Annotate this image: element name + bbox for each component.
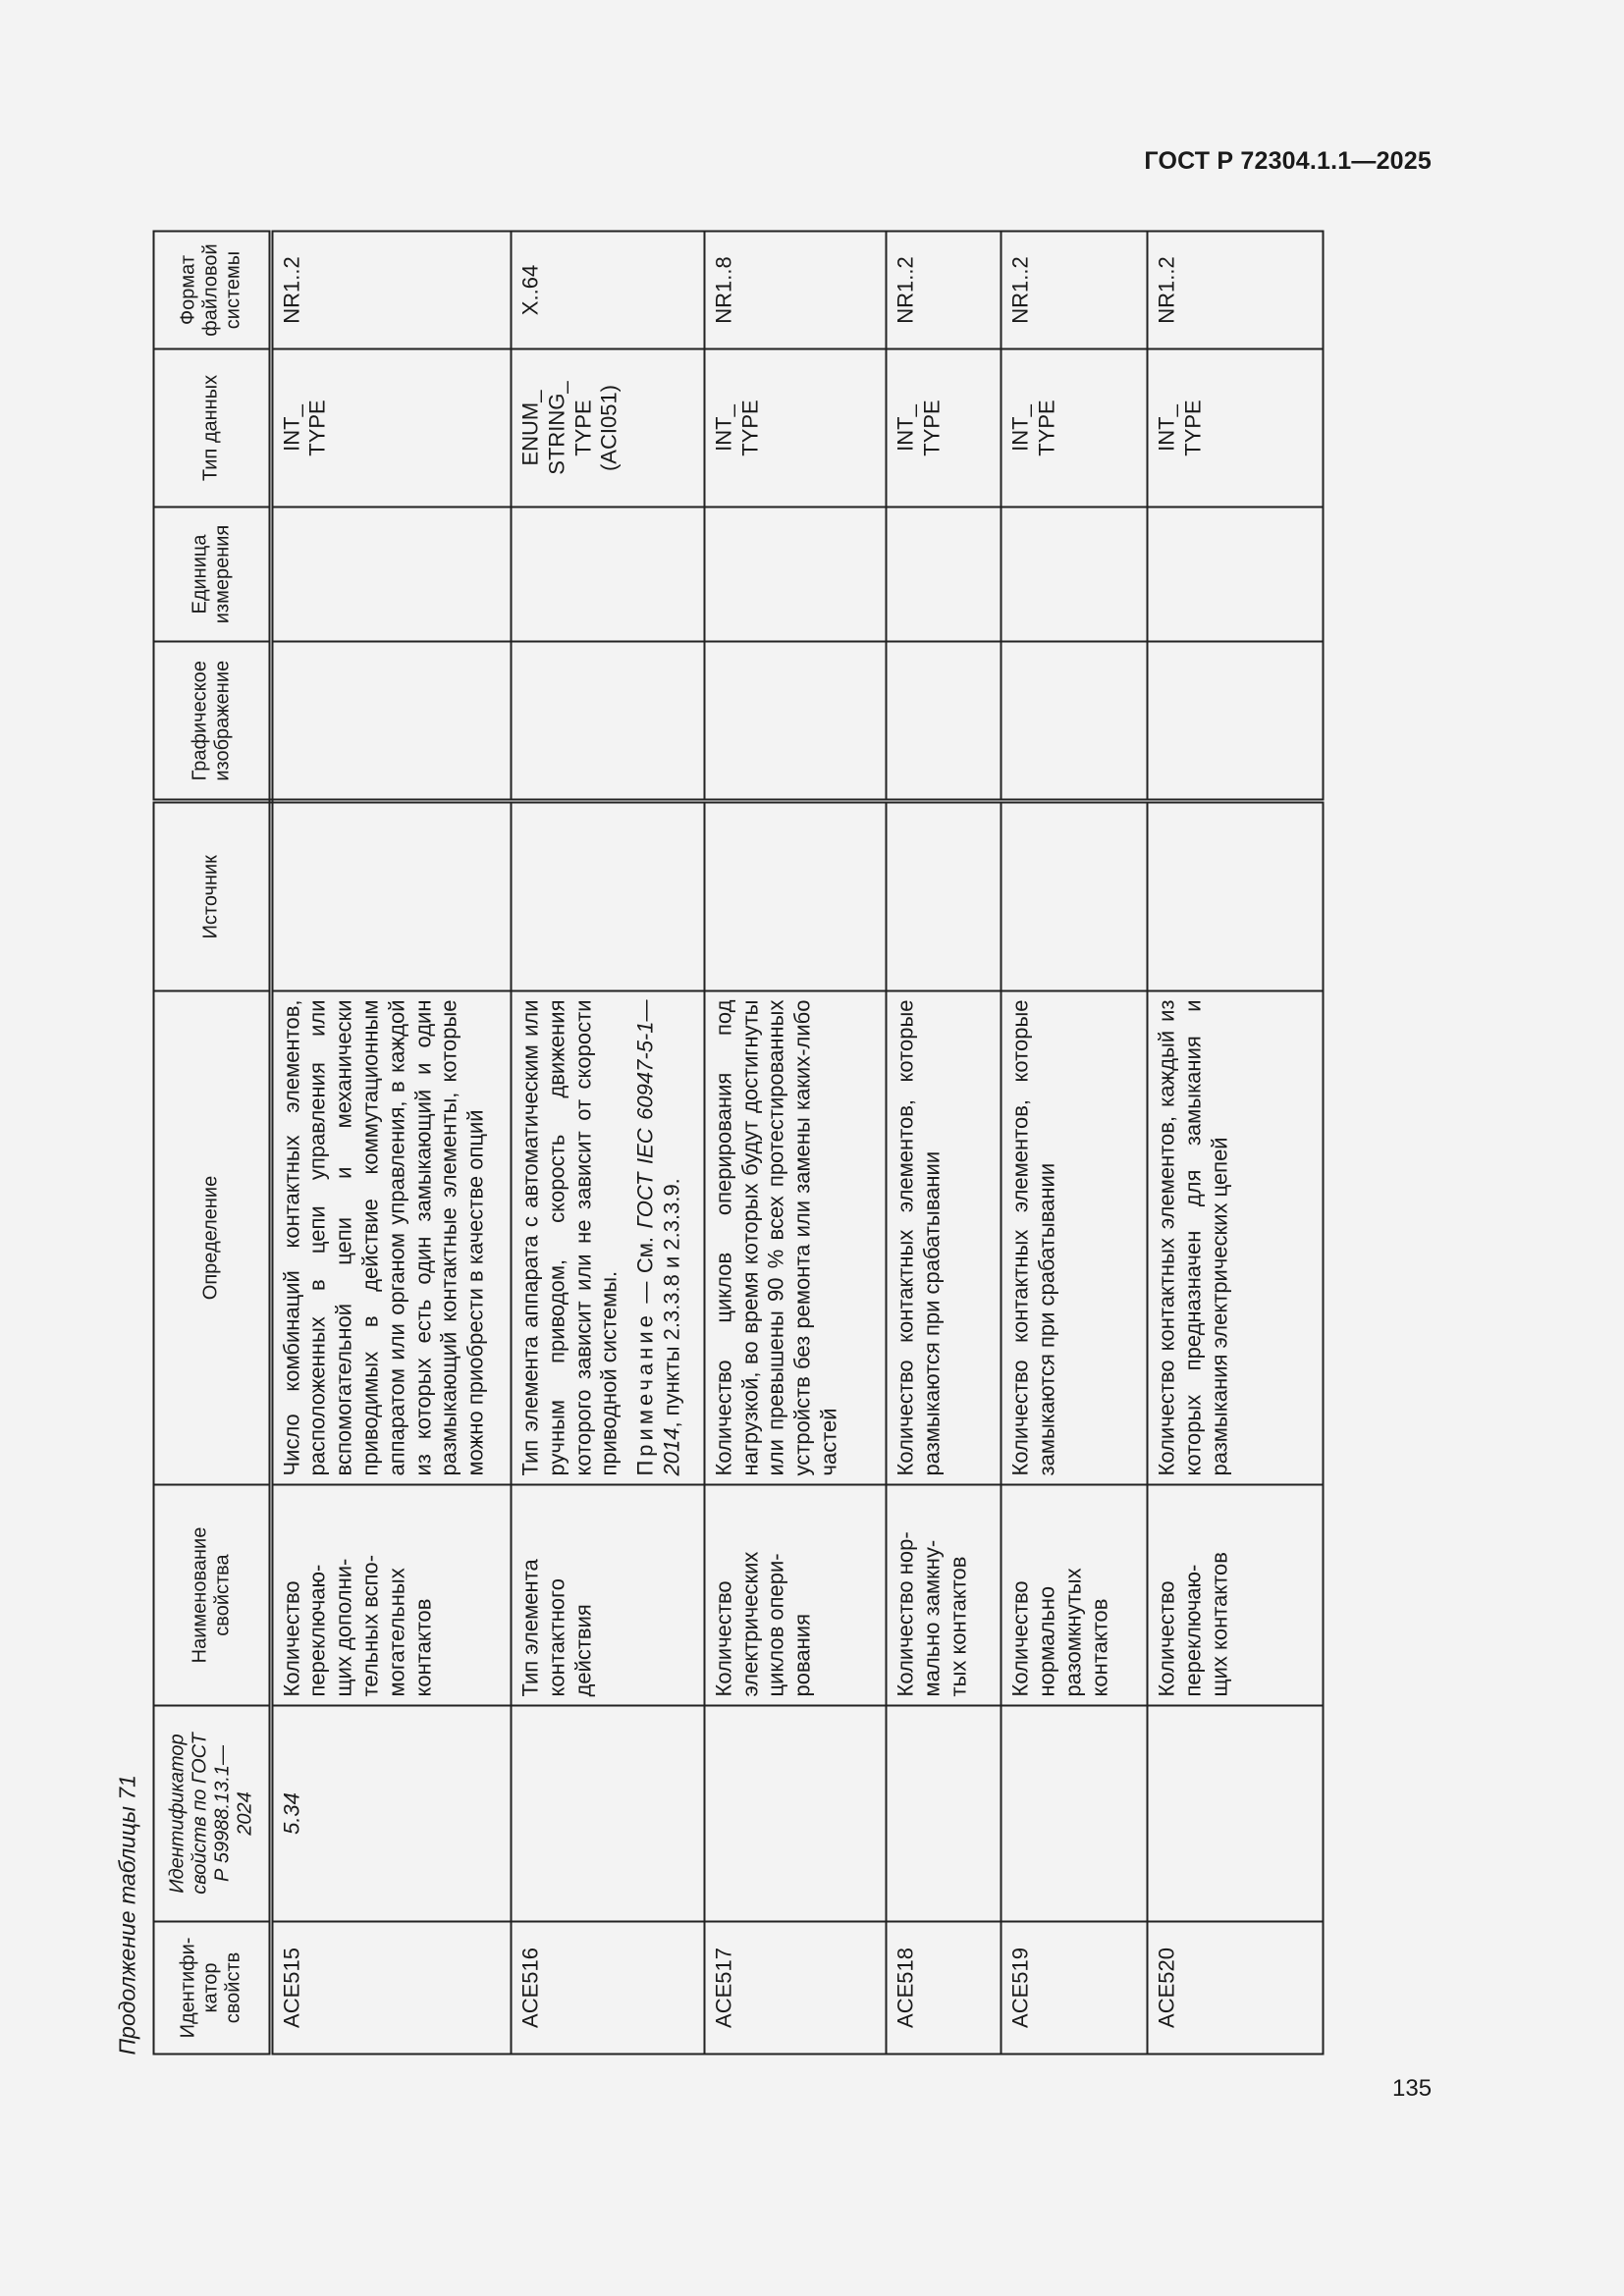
table-caption: Продолжение таблицы 71	[114, 1775, 140, 2056]
cell-source	[271, 802, 512, 991]
cell-format: X..64	[511, 232, 704, 349]
cell-source	[511, 802, 704, 991]
cell-format: NR1..2	[1001, 232, 1148, 349]
cell-name: Количество переключаю- щих контактов	[1148, 1485, 1324, 1706]
col-header-ref: Идентификатор свойств по ГОСТ Р 59988.13.1— 2024	[154, 1706, 271, 1922]
table-row	[271, 232, 512, 2055]
note-see: — См.	[632, 1228, 658, 1312]
table-row	[704, 232, 886, 2055]
definition-text: Число комбинаций контактных элементов, расположенных в цепи управления или вспомогательной цепи и механически приводимых в действие коммутационным аппаратом или органом управления, в каждой из которых есть один замыкающий и один размыкающий контактные элементы, которые можно приобрести в качестве опций	[279, 999, 488, 1476]
definition-text: Количество контактных элементов, которые размыкаются при срабатывании	[893, 999, 945, 1476]
cell-definition	[1148, 991, 1324, 1485]
table-body	[271, 232, 1324, 2055]
rotated-table-region	[103, 233, 1325, 2056]
cell-graphic	[1148, 642, 1324, 802]
cell-unit	[271, 507, 512, 642]
cell-id: ACE516	[511, 1922, 704, 2055]
table-row	[1148, 232, 1324, 2055]
page-number: 135	[1392, 2075, 1433, 2102]
cell-data-type: INT_ TYPE	[1001, 349, 1148, 507]
cell-source	[1001, 802, 1148, 991]
document-header: ГОСТ Р 72304.1.1—2025	[1144, 147, 1432, 175]
note-reference: ГОСТ IEC 60947-5-1—2014	[632, 999, 684, 1476]
col-header-graphic: Графическое изображение	[154, 642, 271, 802]
cell-name: Количество нор- мально замкну- тых контактов	[887, 1485, 1001, 1706]
cell-unit	[1001, 507, 1148, 642]
definition-text: Тип элемента аппарата с автоматическим или ручным приводом, скорость движения которого зависит или не зависит от скорости приводной системы.	[517, 999, 622, 1476]
cell-format: NR1..2	[271, 232, 512, 349]
definition-text: Количество контактных элементов, каждый из которых предназначен для замыкания и размыкания электрических цепей	[1154, 999, 1232, 1476]
definition-text: Количество контактных элементов, которые замыкаются при срабатывании	[1007, 999, 1059, 1476]
cell-ref: 5.34	[271, 1706, 512, 1922]
cell-graphic	[704, 642, 886, 802]
cell-source	[704, 802, 886, 991]
cell-graphic	[887, 642, 1001, 802]
col-header-name: Наименование свойства	[154, 1485, 271, 1706]
cell-data-type: INT_ TYPE	[704, 349, 886, 507]
cell-definition	[704, 991, 886, 1485]
cell-unit	[511, 507, 704, 642]
properties-table	[153, 231, 1325, 2056]
cell-source	[887, 802, 1001, 991]
cell-name: Тип элемента контактного действия	[511, 1485, 704, 1706]
cell-name: Количество нормально разомкнутых контактов	[1001, 1485, 1148, 1706]
cell-format: NR1..2	[1148, 232, 1324, 349]
cell-ref	[704, 1706, 886, 1922]
cell-graphic	[1001, 642, 1148, 802]
cell-definition	[271, 991, 512, 1485]
cell-format: NR1..8	[704, 232, 886, 349]
cell-graphic	[271, 642, 512, 802]
cell-data-type: INT_ TYPE	[271, 349, 512, 507]
definition-note	[633, 1000, 686, 1476]
cell-data-type: INT_ TYPE	[887, 349, 1001, 507]
cell-id: ACE517	[704, 1922, 886, 2055]
cell-unit	[1148, 507, 1324, 642]
note-label: Примечание	[632, 1311, 658, 1476]
cell-source	[1148, 802, 1324, 991]
cell-name: Количество электрических циклов опери- рования	[704, 1485, 886, 1706]
table-header-row	[154, 232, 271, 2055]
cell-id: ACE519	[1001, 1922, 1148, 2055]
definition-text: Количество циклов оперирования под нагрузкой, во время которых будут достигнуты или превышены 90 % всех протестированных устройств без ремонта или замены каких-либо частей	[711, 999, 841, 1476]
cell-data-type: ENUM_ STRING_ TYPE (ACI051)	[511, 349, 704, 507]
cell-id: ACE515	[271, 1922, 512, 2055]
col-header-id: Идентифи- катор свойств	[154, 1922, 271, 2055]
cell-name: Количество переключаю- щих дополни- тельных вспо- могательных контактов	[271, 1485, 512, 1706]
cell-ref	[1001, 1706, 1148, 1922]
col-header-format: Формат файловой системы	[154, 232, 271, 349]
col-header-definition: Определение	[154, 991, 271, 1485]
cell-definition	[511, 991, 704, 1485]
cell-id: ACE518	[887, 1922, 1001, 2055]
cell-definition	[1001, 991, 1148, 1485]
cell-graphic	[511, 642, 704, 802]
table-row	[511, 232, 704, 2055]
col-header-data-type: Тип данных	[154, 349, 271, 507]
col-header-unit: Единица измерения	[154, 507, 271, 642]
table-row	[1001, 232, 1148, 2055]
cell-unit	[887, 507, 1001, 642]
note-tail: , пункты 2.3.3.8 и 2.3.3.9.	[659, 1178, 684, 1428]
cell-ref	[887, 1706, 1001, 1922]
cell-ref	[511, 1706, 704, 1922]
cell-definition	[887, 991, 1001, 1485]
cell-unit	[704, 507, 886, 642]
cell-format: NR1..2	[887, 232, 1001, 349]
cell-ref	[1148, 1706, 1324, 1922]
table-row	[887, 232, 1001, 2055]
col-header-source: Источник	[154, 802, 271, 991]
cell-id: ACE520	[1148, 1922, 1324, 2055]
cell-data-type: INT_ TYPE	[1148, 349, 1324, 507]
